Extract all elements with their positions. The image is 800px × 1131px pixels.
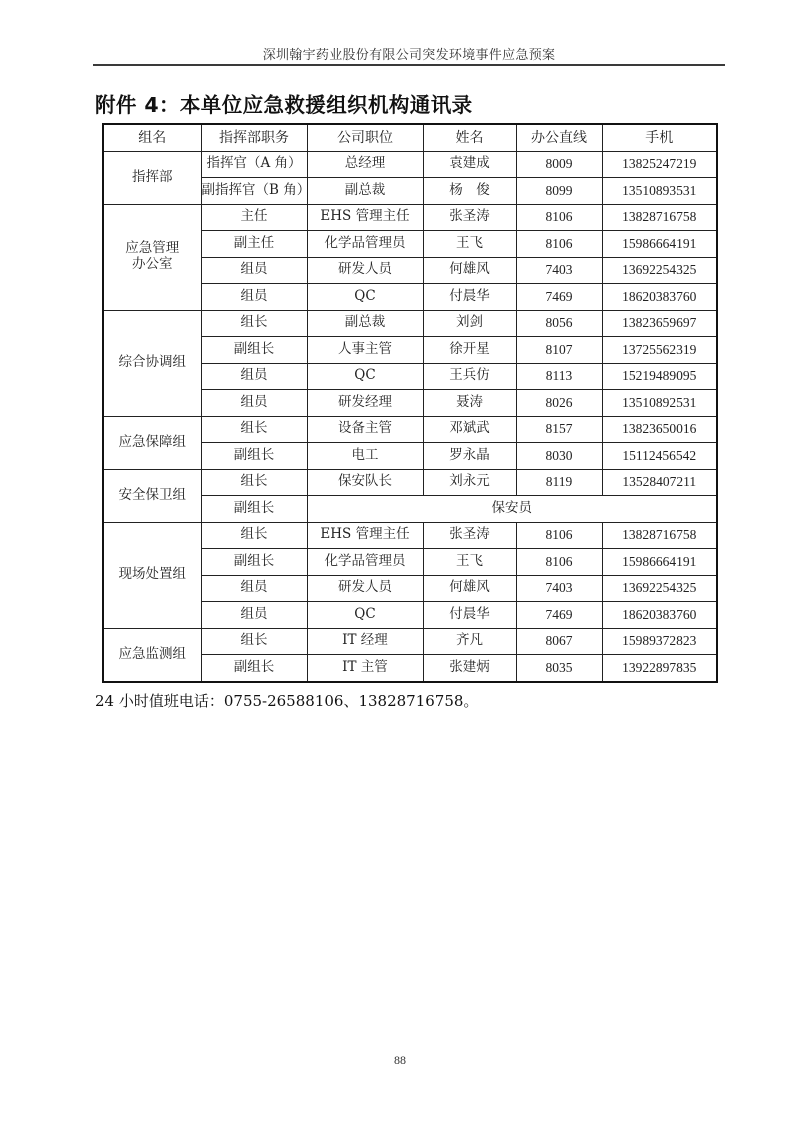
mobile-cell: 15219489095	[602, 363, 717, 390]
mobile-cell: 15112456542	[602, 443, 717, 470]
office-ext-cell: 8056	[516, 310, 602, 337]
duty-cell: 组长	[201, 310, 307, 337]
office-ext-cell: 8106	[516, 204, 602, 231]
hotline-note: 24 小时值班电话：0755-26588106、13828716758。	[95, 692, 479, 710]
column-header-name: 姓名	[423, 124, 516, 151]
duty-cell: 组长	[201, 469, 307, 496]
position-cell: 人事主管	[307, 337, 423, 364]
position-cell: 电工	[307, 443, 423, 470]
duty-cell: 组员	[201, 363, 307, 390]
position-cell: 设备主管	[307, 416, 423, 443]
duty-cell: 主任	[201, 204, 307, 231]
office-ext-cell: 8113	[516, 363, 602, 390]
mobile-cell: 13828716758	[602, 522, 717, 549]
person-name-cell: 邓斌武	[423, 416, 516, 443]
mobile-cell: 13528407211	[602, 469, 717, 496]
column-header-mobile: 手机	[602, 124, 717, 151]
mobile-cell: 13823650016	[602, 416, 717, 443]
mobile-cell: 13825247219	[602, 151, 717, 178]
office-ext-cell: 7469	[516, 284, 602, 311]
table-row	[103, 151, 717, 178]
position-cell: 副总裁	[307, 178, 423, 205]
group-name-cell: 安全保卫组	[103, 469, 201, 522]
duty-cell: 副组长	[201, 549, 307, 576]
person-name-cell: 张圣涛	[423, 522, 516, 549]
position-cell: 总经理	[307, 151, 423, 178]
position-cell: 研发人员	[307, 257, 423, 284]
group-name-cell: 指挥部	[103, 151, 201, 204]
office-ext-cell: 7403	[516, 575, 602, 602]
duty-cell: 副主任	[201, 231, 307, 258]
position-cell: EHS 管理主任	[307, 204, 423, 231]
column-header-ext: 办公直线	[516, 124, 602, 151]
office-ext-cell: 8119	[516, 469, 602, 496]
office-ext-cell: 8026	[516, 390, 602, 417]
person-name-cell: 袁建成	[423, 151, 516, 178]
merged-position-cell: 保安员	[307, 496, 717, 523]
position-cell: EHS 管理主任	[307, 522, 423, 549]
position-cell: QC	[307, 284, 423, 311]
person-name-cell: 聂涛	[423, 390, 516, 417]
table-row	[103, 628, 717, 655]
column-header-position: 公司职位	[307, 124, 423, 151]
duty-cell: 副组长	[201, 655, 307, 682]
table-row	[103, 310, 717, 337]
contact-table	[102, 123, 718, 683]
duty-cell: 副组长	[201, 443, 307, 470]
mobile-cell: 13692254325	[602, 575, 717, 602]
page-title: 附件 4：本单位应急救援组织机构通讯录	[95, 93, 473, 117]
column-header-duty: 指挥部职务	[201, 124, 307, 151]
position-cell: IT 主管	[307, 655, 423, 682]
office-ext-cell: 8106	[516, 231, 602, 258]
duty-cell: 组员	[201, 602, 307, 629]
duty-cell: 副组长	[201, 496, 307, 523]
office-ext-cell: 7469	[516, 602, 602, 629]
person-name-cell: 王飞	[423, 549, 516, 576]
table-row	[103, 522, 717, 549]
page-number: 88	[394, 1053, 406, 1067]
mobile-cell: 13922897835	[602, 655, 717, 682]
position-cell: QC	[307, 602, 423, 629]
office-ext-cell: 8035	[516, 655, 602, 682]
mobile-cell: 13823659697	[602, 310, 717, 337]
duty-cell: 组员	[201, 575, 307, 602]
duty-cell: 组员	[201, 390, 307, 417]
mobile-cell: 13510892531	[602, 390, 717, 417]
mobile-cell: 18620383760	[602, 602, 717, 629]
person-name-cell: 何雄风	[423, 575, 516, 602]
office-ext-cell: 8106	[516, 522, 602, 549]
person-name-cell: 何雄风	[423, 257, 516, 284]
person-name-cell: 张圣涛	[423, 204, 516, 231]
person-name-cell: 付晨华	[423, 284, 516, 311]
duty-cell: 指挥官（A 角）	[201, 151, 307, 178]
person-name-cell: 杨 俊	[423, 178, 516, 205]
column-header-group: 组名	[103, 124, 201, 151]
duty-cell: 副指挥官（B 角）	[201, 178, 307, 205]
position-cell: 研发人员	[307, 575, 423, 602]
table-body	[103, 151, 717, 682]
position-cell: QC	[307, 363, 423, 390]
position-cell: 副总裁	[307, 310, 423, 337]
mobile-cell: 18620383760	[602, 284, 717, 311]
position-cell: IT 经理	[307, 628, 423, 655]
duty-cell: 组员	[201, 257, 307, 284]
position-cell: 化学品管理员	[307, 549, 423, 576]
person-name-cell: 付晨华	[423, 602, 516, 629]
position-cell: 化学品管理员	[307, 231, 423, 258]
group-name-cell: 现场处置组	[103, 522, 201, 628]
person-name-cell: 刘永元	[423, 469, 516, 496]
office-ext-cell: 7403	[516, 257, 602, 284]
header-divider	[93, 64, 725, 66]
table-row	[103, 416, 717, 443]
office-ext-cell: 8107	[516, 337, 602, 364]
office-ext-cell: 8067	[516, 628, 602, 655]
table-header-row	[103, 124, 717, 151]
mobile-cell: 13692254325	[602, 257, 717, 284]
mobile-cell: 15986664191	[602, 549, 717, 576]
person-name-cell: 罗永晶	[423, 443, 516, 470]
office-ext-cell: 8157	[516, 416, 602, 443]
duty-cell: 组长	[201, 522, 307, 549]
duty-cell: 组长	[201, 416, 307, 443]
table-row	[103, 469, 717, 496]
office-ext-cell: 8099	[516, 178, 602, 205]
group-name-cell: 应急保障组	[103, 416, 201, 469]
duty-cell: 副组长	[201, 337, 307, 364]
mobile-cell: 15989372823	[602, 628, 717, 655]
position-cell: 研发经理	[307, 390, 423, 417]
person-name-cell: 齐凡	[423, 628, 516, 655]
table-row	[103, 204, 717, 231]
mobile-cell: 13828716758	[602, 204, 717, 231]
running-header: 深圳翰宇药业股份有限公司突发环境事件应急预案	[262, 48, 556, 63]
duty-cell: 组长	[201, 628, 307, 655]
office-ext-cell: 8030	[516, 443, 602, 470]
office-ext-cell: 8106	[516, 549, 602, 576]
person-name-cell: 王兵仿	[423, 363, 516, 390]
mobile-cell: 13510893531	[602, 178, 717, 205]
mobile-cell: 13725562319	[602, 337, 717, 364]
position-cell: 保安队长	[307, 469, 423, 496]
group-name-cell: 应急管理办公室	[103, 204, 201, 310]
person-name-cell: 徐开星	[423, 337, 516, 364]
group-name-cell: 应急监测组	[103, 628, 201, 682]
mobile-cell: 15986664191	[602, 231, 717, 258]
duty-cell: 组员	[201, 284, 307, 311]
group-name-cell: 综合协调组	[103, 310, 201, 416]
person-name-cell: 刘剑	[423, 310, 516, 337]
person-name-cell: 王飞	[423, 231, 516, 258]
person-name-cell: 张建炳	[423, 655, 516, 682]
office-ext-cell: 8009	[516, 151, 602, 178]
